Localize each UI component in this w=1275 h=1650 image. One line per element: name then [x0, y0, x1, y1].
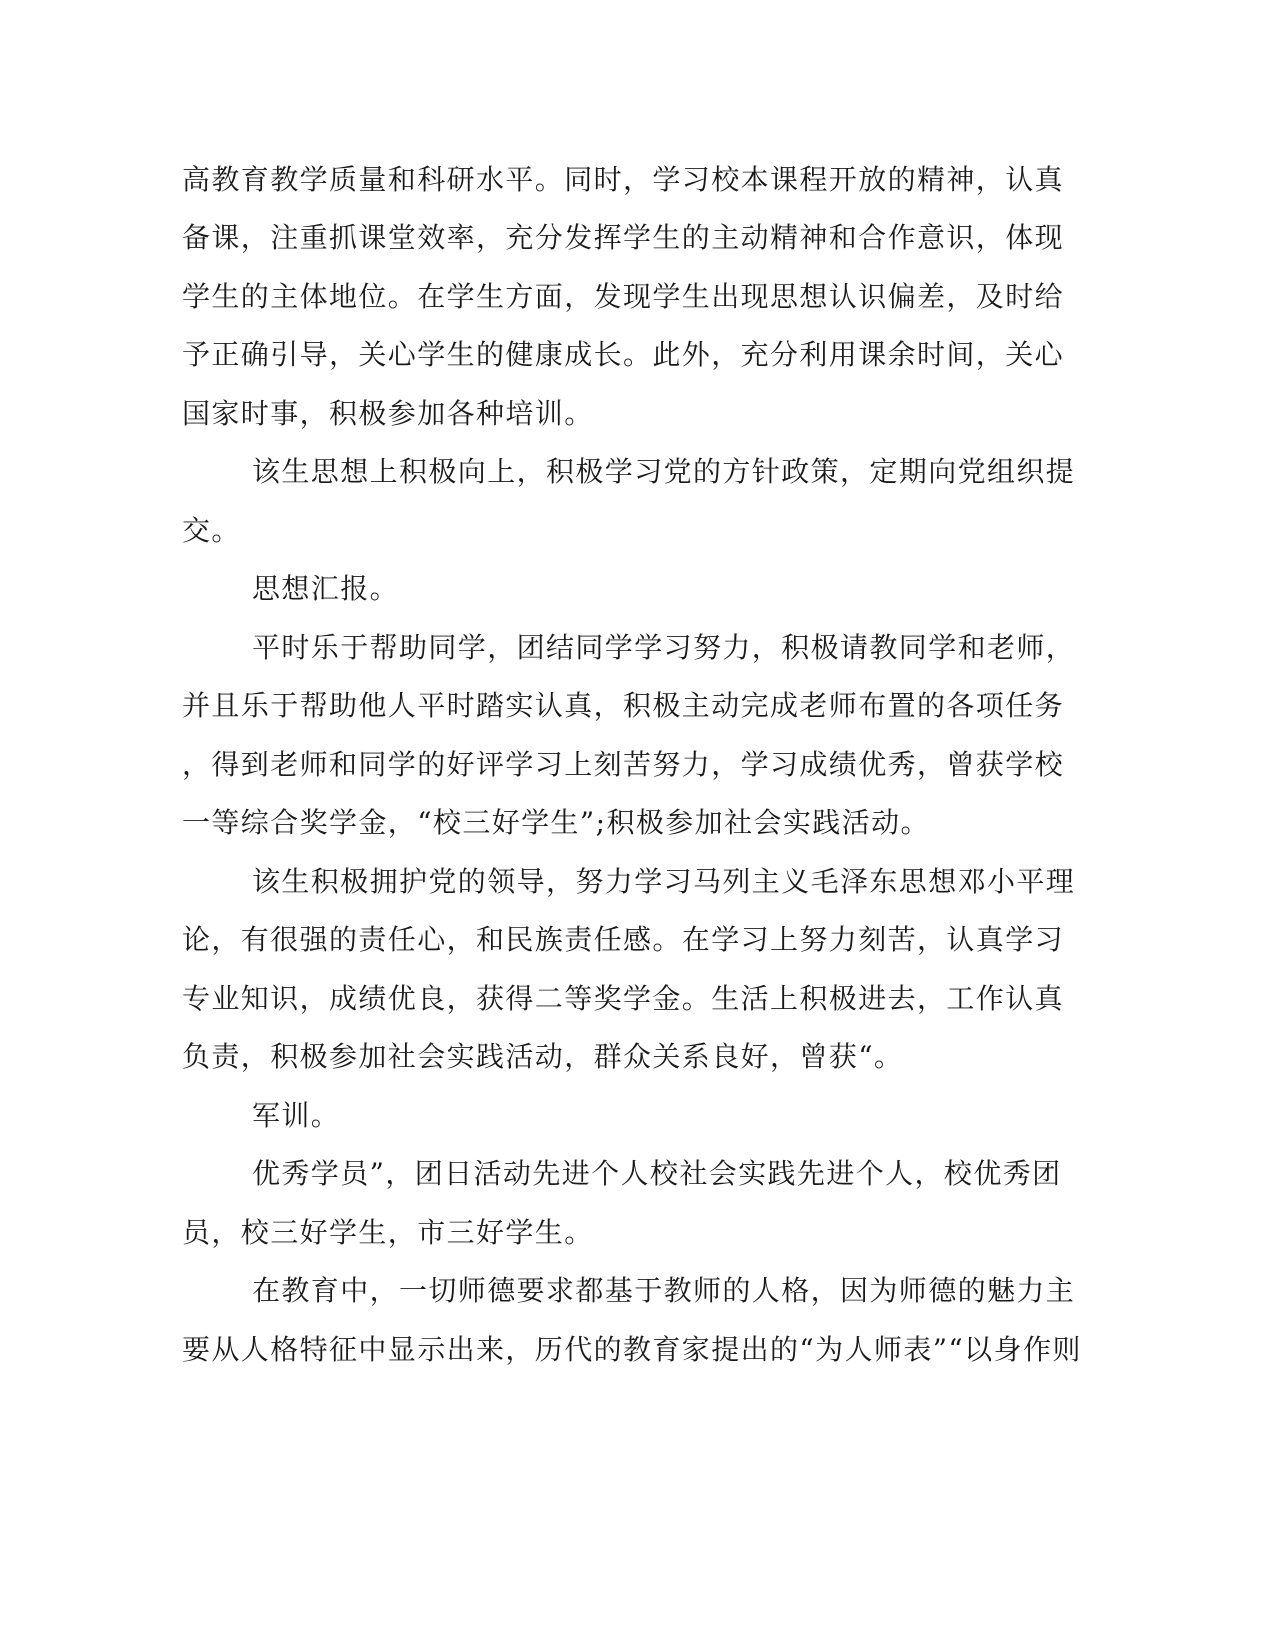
text-line: 专业知识，成绩优良，获得二等奖学金。生活上积极进去，工作认真 — [182, 982, 1065, 1015]
paragraph-first-line: 军训。 — [252, 1099, 341, 1132]
text-line: ，得到老师和同学的好评学习上刻苦努力，学习成绩优秀，曾获学校 — [182, 748, 1065, 781]
text-line: 要从人格特征中显示出来，历代的教育家提出的“为人师表”“以身作则 — [182, 1333, 1082, 1366]
text-line: 负责，积极参加社会实践活动，群众关系良好，曾获“。 — [182, 1040, 904, 1073]
text-line: 学生的主体地位。在学生方面，发现学生出现思想认识偏差，及时给 — [182, 280, 1065, 313]
paragraph-first-line: 在教育中，一切师德要求都基于教师的人格，因为师德的魅力主 — [252, 1274, 1076, 1307]
text-line: 论，有很强的责任心，和民族责任感。在学习上努力刻苦，认真学习 — [182, 923, 1065, 956]
text-line: 交。 — [182, 514, 241, 547]
text-line: 一等综合奖学金，“校三好学生”;积极参加社会实践活动。 — [182, 806, 930, 839]
paragraph-first-line: 平时乐于帮助同学，团结同学学习努力，积极请教同学和老师， — [252, 631, 1076, 664]
paragraph-first-line: 优秀学员”，团日活动先进个人校社会实践先进个人，校优秀团 — [252, 1157, 1062, 1190]
text-line: 予正确引导，关心学生的健康成长。此外，充分利用课余时间，关心 — [182, 338, 1065, 371]
text-line: 高教育教学质量和科研水平。同时，学习校本课程开放的精神，认真 — [182, 163, 1065, 196]
text-line: 备课，注重抓课堂效率，充分发挥学生的主动精神和合作意识，体现 — [182, 221, 1065, 254]
text-line: 员，校三好学生，市三好学生。 — [182, 1216, 594, 1249]
text-line: 并且乐于帮助他人平时踏实认真，积极主动完成老师布置的各项任务 — [182, 689, 1065, 722]
paragraph-first-line: 思想汇报。 — [252, 572, 400, 605]
paragraph-first-line: 该生思想上积极向上，积极学习党的方针政策，定期向党组织提 — [252, 455, 1076, 488]
paragraph-first-line: 该生积极拥护党的领导，努力学习马列主义毛泽东思想邓小平理 — [252, 865, 1076, 898]
text-line: 国家时事，积极参加各种培训。 — [182, 397, 594, 430]
